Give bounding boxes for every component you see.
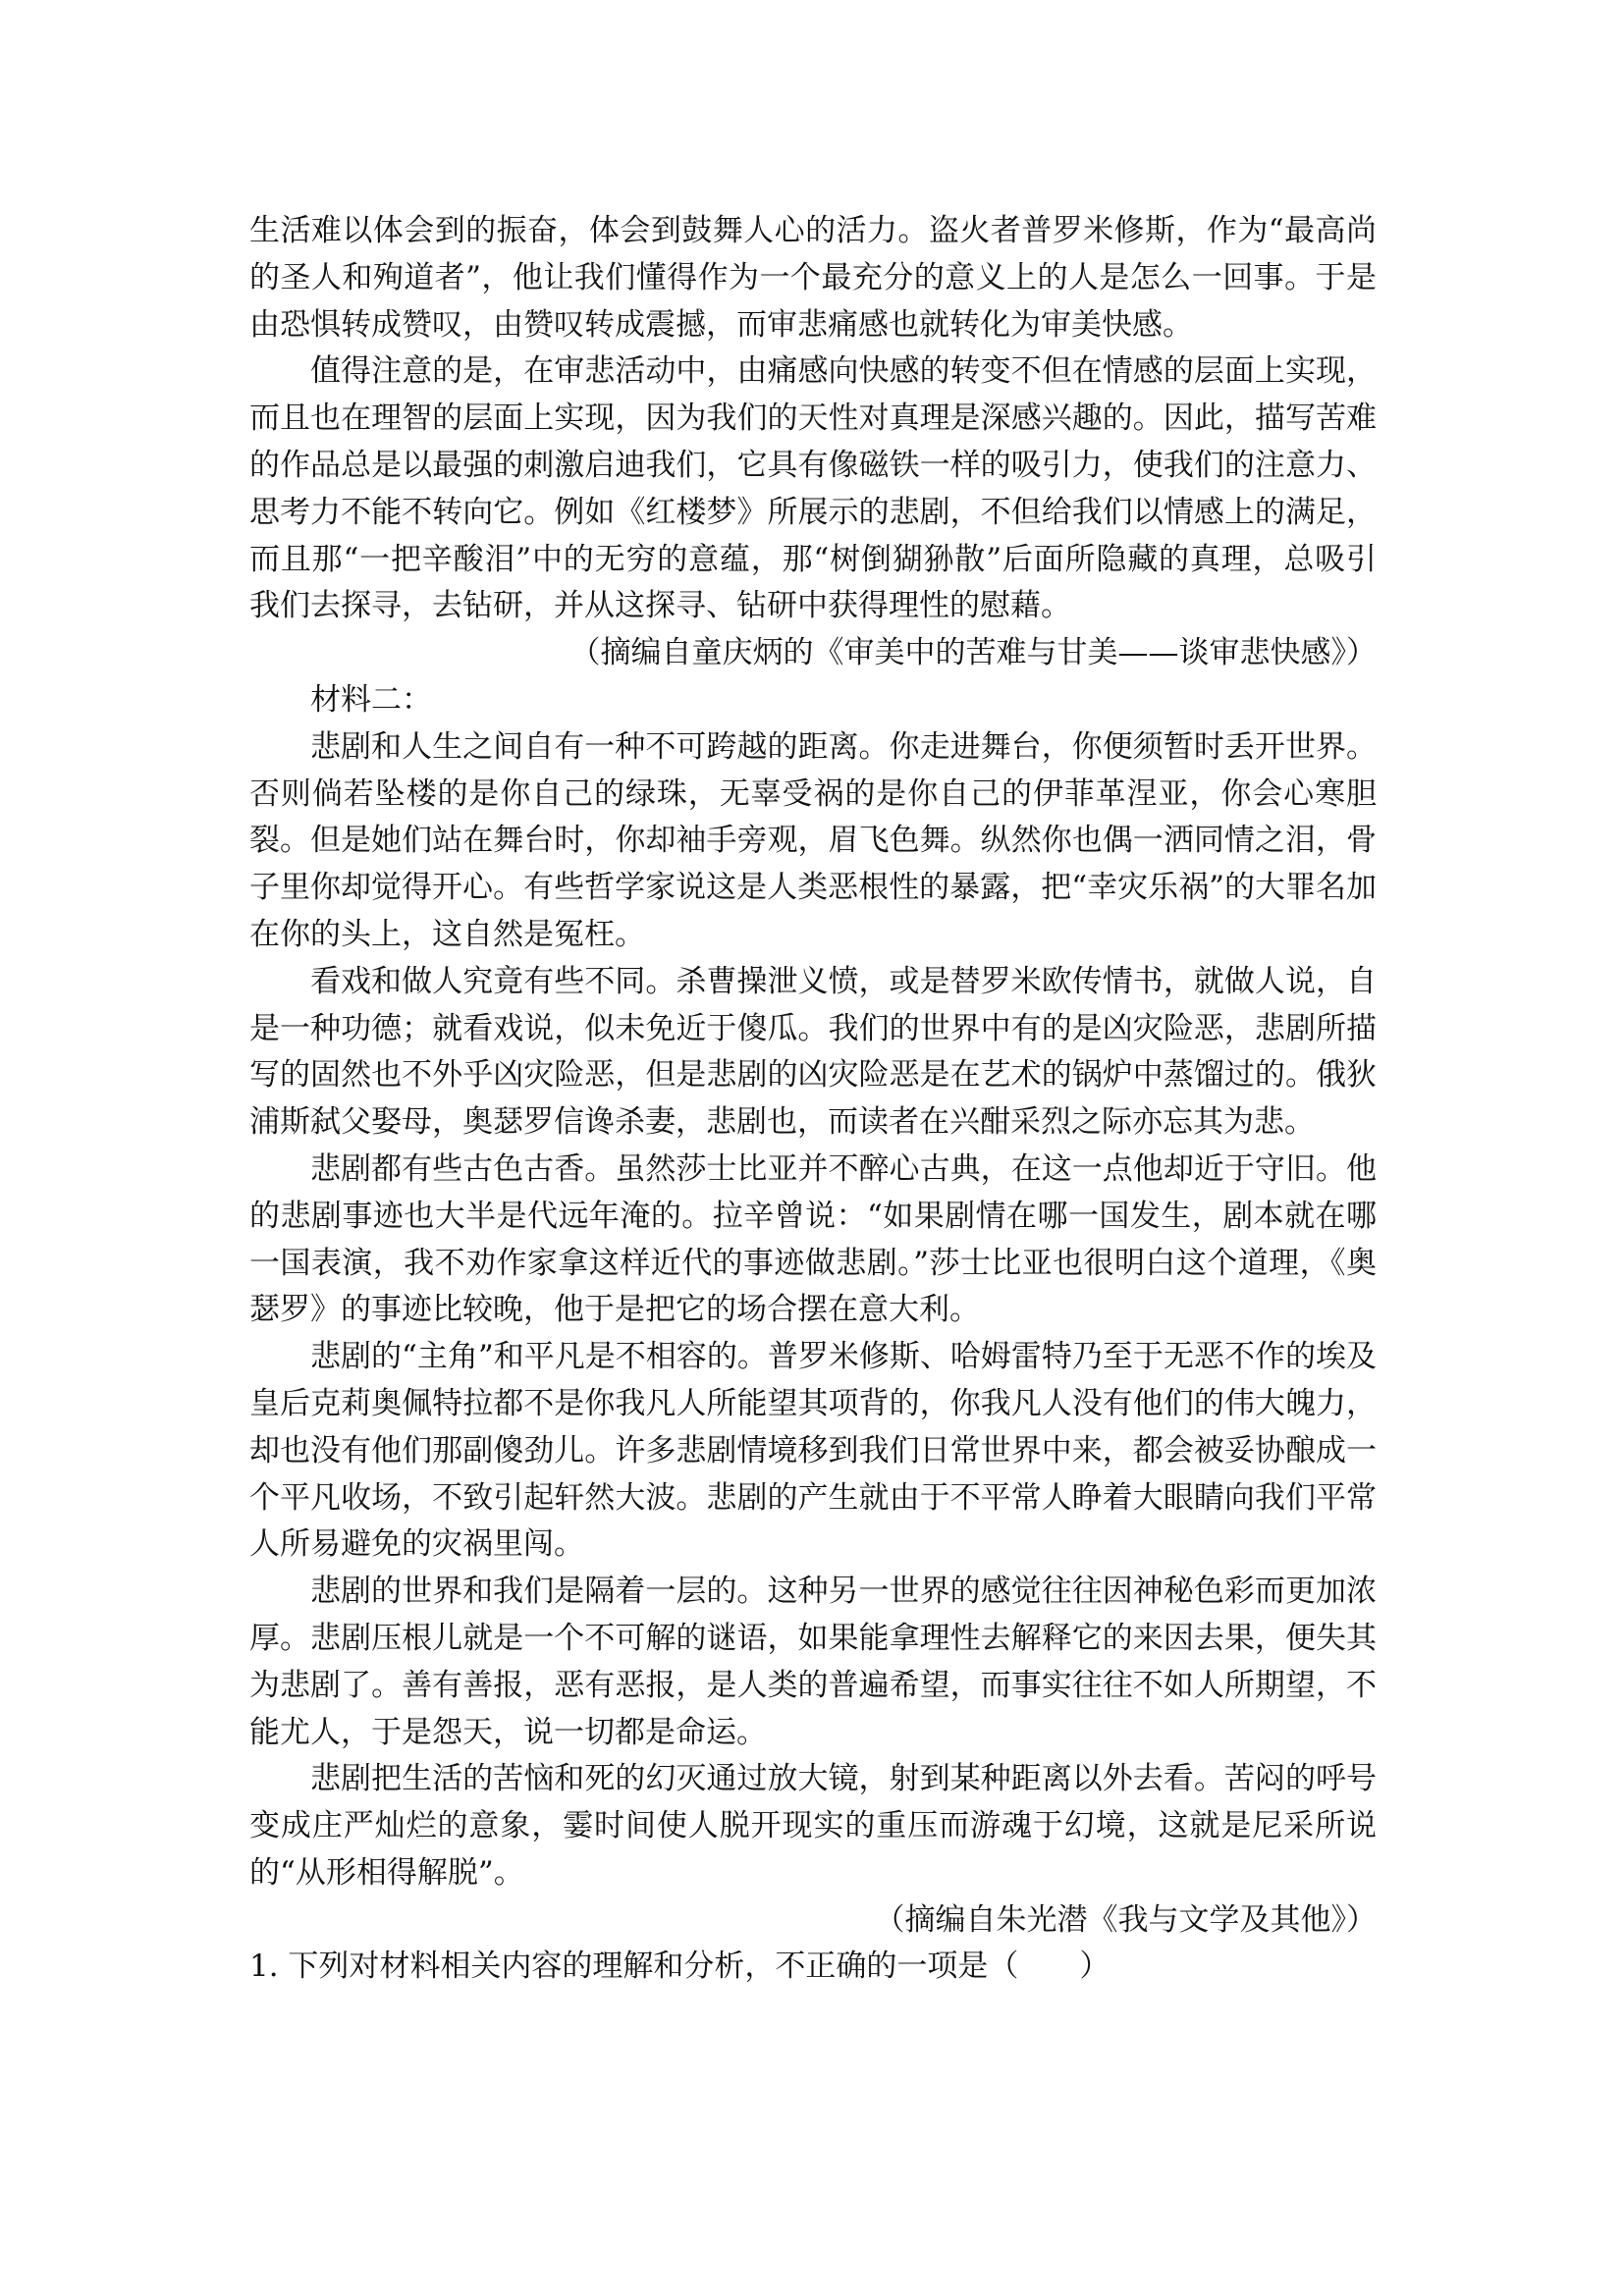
material2-source: （摘编自朱光潜《我与文学及其他》）: [874, 1901, 1377, 1938]
material2-paragraph-4: 悲剧的“主角”和平凡是不相容的。普罗米修斯、哈姆雷特乃至于无恶不作的埃及皇后克莉奥佩特拉都不是你我凡人所能望其项背的，你我凡人没有他们的伟大魄力，却也没有他们那副傻劲儿。许多悲剧情境移到我们日常世界中来，都会被妥协酿成一个平凡收场，不致引起轩然大波。悲剧的产生就由于不平常人睁着大眼睛向我们平常人所易避免的灾祸里闯。: [249, 1339, 1377, 1563]
material2-paragraph-2: 看戏和做人究竟有些不同。杀曹操泄义愤，或是替罗米欧传情书，就做人说，自是一种功德；就看戏说，似未免近于傻瓜。我们的世界中有的是凶灾险恶，悲剧所描写的固然也不外乎凶灾险恶，但是悲剧的凶灾险恶是在艺术的锅炉中蒸馏过的。俄狄浦斯弑父娶母，奥瑟罗信谗杀妻，悲剧也，而读者在兴酣采烈之际亦忘其为悲。: [249, 963, 1377, 1141]
material2-paragraph-3: 悲剧都有些古色古香。虽然莎士比亚并不醉心古典，在这一点他却近于守旧。他的悲剧事迹也大半是代远年淹的。拉辛曾说：“如果剧情在哪一国发生，剧本就在哪一国表演，我不劝作家拿这样近代的事迹做悲剧。”莎士比亚也很明白这个道理，《奥瑟罗》的事迹比较晚，他于是把它的场合摆在意大利。: [249, 1150, 1377, 1328]
material1-source: （摘编自童庆炳的《审美中的苦难与甘美——谈审悲快感》）: [569, 635, 1377, 671]
material2-paragraph-5: 悲剧的世界和我们是隔着一层的。这种另一世界的感觉往往因神秘色彩而更加浓厚。悲剧压根儿就是一个不可解的谜语，如果能拿理性去解释它的来因去果，便失其为悲剧了。善有善报，恶有恶报，是人类的普遍希望，而事实往往不如人所期望，不能尤人，于是怨天，说一切都是命运。: [249, 1574, 1377, 1750]
material2-heading: 材料二：: [310, 681, 432, 718]
document-page: [249, 208, 1377, 1991]
material2-paragraph-1: 悲剧和人生之间自有一种不可跨越的距离。你走进舞台，你便须暂时丢开世界。否则倘若坠楼的是你自己的绿珠，无辜受祸的是你自己的伊菲革涅亚，你会心寒胆裂。但是她们站在舞台时，你却袖手旁观，眉飞色舞。纵然你也偶一洒同情之泪，骨子里你却觉得开心。有些哲学家说这是人类恶根性的暴露，把“幸灾乐祸”的大罪名加在你的头上，这自然是冤枉。: [249, 728, 1377, 952]
material1-paragraph-continued: 生活难以体会到的振奋，体会到鼓舞人心的活力。盗火者普罗米修斯，作为“最高尚的圣人和殉道者”，他让我们懂得作为一个最充分的意义上的人是怎么一回事。于是由恐惧转成赞叹，由赞叹转成震撼，而审悲痛感也就转化为审美快感。: [249, 213, 1377, 343]
material1-paragraph-2: 值得注意的是，在审悲活动中，由痛感向快感的转变不但在情感的层面上实现，而且也在理智的层面上实现，因为我们的天性对真理是深感兴趣的。因此，描写苦难的作品总是以最强的刺激启迪我们，它具有像磁铁一样的吸引力，使我们的注意力、思考力不能不转向它。例如《红楼梦》所展示的悲剧，不但给我们以情感上的满足，而且那“一把辛酸泪”中的无穷的意蕴，那“树倒猢狲散”后面所隐藏的真理，总吸引我们去探寻，去钻研，并从这探寻、钻研中获得理性的慰藉。: [249, 353, 1377, 624]
question-1-stem: 1. 下列对材料相关内容的理解和分析，不正确的一项是（ ）: [249, 1949, 1110, 1985]
material2-paragraph-6: 悲剧把生活的苦恼和死的幻灭通过放大镜，射到某种距离以外去看。苦闷的呼号变成庄严灿烂的意象，霎时间使人脱开现实的重压而游魂于幻境，这就是尼采所说的“从形相得解脱”。: [249, 1761, 1377, 1891]
